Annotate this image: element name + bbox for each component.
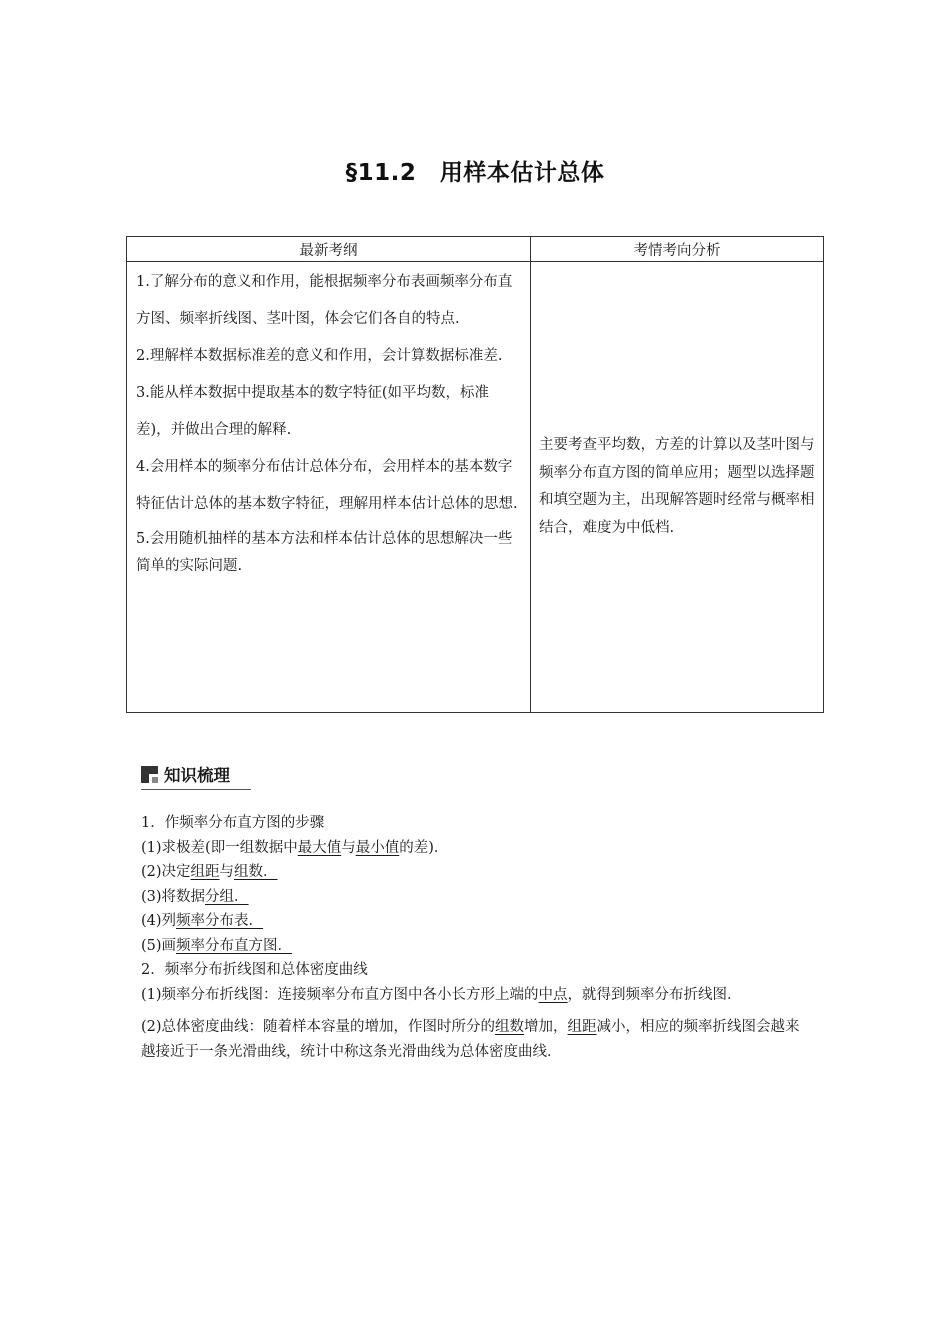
paragraph-density-curve: (2)总体密度曲线：随着样本容量的增加，作图时所分的组数增加，组距减小，相应的频率折线图会越来越接近于一条光滑曲线，统计中称这条光滑曲线为总体密度曲线． bbox=[141, 1019, 800, 1060]
step-5: (5)画频率分布直方图． bbox=[141, 937, 293, 954]
syllabus-table bbox=[126, 236, 824, 713]
step-4: (4)列频率分布表． bbox=[141, 913, 264, 929]
requirement-item: 1.了解分布的意义和作用，能根据频率分布表画频率分布直方图、频率折线图、茎叶图，体会它们各自的特点. bbox=[136, 274, 513, 327]
knowledge-content bbox=[141, 811, 813, 1064]
answer-blank: 组距 bbox=[190, 864, 220, 880]
page-title: §11.2 用样本估计总体 bbox=[345, 160, 605, 186]
answer-blank: 组数 bbox=[495, 1019, 525, 1035]
answer-blank: 分组． bbox=[205, 888, 249, 905]
section-square-icon bbox=[141, 766, 158, 783]
requirement-item: 3.能从样本数据中提取基本的数字特征(如平均数，标准差)，并做出合理的解释. bbox=[136, 385, 489, 438]
paragraph-polyline: (1)频率分布折线图：连接频率分布直方图中各小长方形上端的中点，就得到频率分布折线图． bbox=[141, 986, 742, 1003]
answer-blank: 最大值 bbox=[297, 839, 342, 856]
answer-blank: 频率分布表． bbox=[176, 913, 264, 929]
item1-title: 1．作频率分布直方图的步骤 bbox=[141, 815, 325, 831]
answer-blank: 频率分布直方图． bbox=[176, 937, 293, 954]
answer-blank: 最小值 bbox=[355, 839, 400, 856]
requirements-cell bbox=[127, 262, 531, 713]
header-trend-analysis: 考情考向分析 bbox=[531, 237, 824, 262]
requirement-item: 2.理解样本数据标准差的意义和作用，会计算数据标准差. bbox=[136, 348, 503, 364]
answer-blank: 组距 bbox=[567, 1019, 597, 1035]
section-heading bbox=[141, 762, 251, 790]
requirement-item: 4.会用样本的频率分布估计总体分布，会用样本的基本数字特征估计总体的基本数字特征，理解用样本估计总体的思想. bbox=[136, 459, 518, 512]
step-1: (1)求极差(即一组数据中最大值与最小值的差)． bbox=[141, 839, 449, 856]
item2-title: 2．频率分布折线图和总体密度曲线 bbox=[141, 962, 368, 978]
section-heading-text: 知识梳理 bbox=[164, 766, 230, 785]
header-latest-syllabus: 最新考纲 bbox=[127, 237, 531, 262]
step-3: (3)将数据分组． bbox=[141, 888, 249, 905]
answer-blank: 中点 bbox=[538, 986, 568, 1003]
requirement-item: 5.会用随机抽样的基本方法和样本估计总体的思想解决一些简单的实际问题. bbox=[136, 531, 513, 574]
analysis-cell: 主要考查平均数，方差的计算以及茎叶图与频率分布直方图的简单应用；题型以选择题和填空题为主，出现解答题时经常与概率相结合，难度为中低档. bbox=[531, 262, 824, 713]
answer-blank: 组数． bbox=[234, 864, 278, 880]
step-2: (2)决定组距与组数． bbox=[141, 864, 278, 880]
